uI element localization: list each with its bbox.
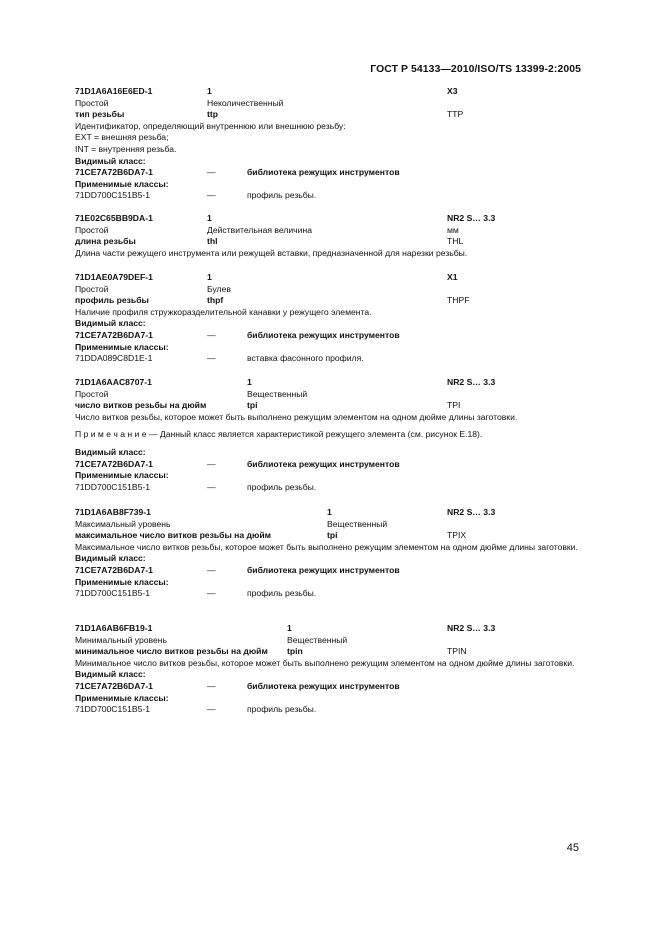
entry-name: профиль резьбы <box>75 295 149 306</box>
applicable-class-name: профиль резьбы. <box>247 704 317 715</box>
entry-name: тип резьбы <box>75 109 125 120</box>
entry-abbr: TPIX <box>447 530 467 541</box>
applicable-class-name: вставка фасонного профиля. <box>247 353 364 364</box>
visible-class-label: Видимый класс: <box>75 669 146 680</box>
entry-thread-length <box>75 213 585 259</box>
visible-class-label: Видимый класс: <box>75 318 146 329</box>
entry-note: П р и м е ч а н и е — Данный класс является характеристикой режущего элемента (см. рисунок Е.18). <box>75 429 483 440</box>
entry-description: Длина части режущего инструмента или режущей вставки, предназначенной для нарезки резьбы. <box>75 247 468 258</box>
applicable-class-dash: — <box>207 588 216 599</box>
entry-value-type: Булев <box>207 283 231 294</box>
entry-symbol: tpi <box>327 530 338 541</box>
entry-code: NR2 S… 3.3 <box>447 623 496 633</box>
applicable-classes-label: Применимые классы: <box>75 178 169 189</box>
entry-id: 71D1A6A16E6ED-1 <box>75 86 153 96</box>
visible-class-dash: — <box>207 564 216 575</box>
entry-desc-line: INT = внутренняя резьба. <box>75 143 177 154</box>
page-number: 45 <box>566 842 579 854</box>
entry-value-type: Вещественный <box>287 634 348 645</box>
applicable-class-dash: — <box>207 353 216 364</box>
entry-code: NR2 S… 3.3 <box>447 213 496 223</box>
applicable-classes-label: Применимые классы: <box>75 692 169 703</box>
entry-value-type: Действительная величина <box>207 224 312 235</box>
visible-class-dash: — <box>207 329 216 340</box>
entry-description: Число витков резьбы, которое может быть выполнено режущим элементом на одном дюйме длины заготовки. <box>75 411 518 422</box>
applicable-class-dash: — <box>207 190 216 201</box>
entry-name: максимальное число витков резьбы на дюйм <box>75 530 271 541</box>
entry-name: минимальное число витков резьбы на дюйм <box>75 646 268 657</box>
entry-abbr: TPI <box>447 400 461 411</box>
entry-code: X1 <box>447 272 458 282</box>
visible-class-label: Видимый класс: <box>75 553 146 564</box>
visible-class-dash: — <box>207 167 216 178</box>
applicable-class-dash: — <box>207 481 216 492</box>
entry-abbr: THPF <box>447 295 470 306</box>
entry-threads-per-inch <box>75 377 585 493</box>
entry-value-type: Неколичественный <box>207 97 284 108</box>
entry-num: 1 <box>247 377 252 387</box>
entry-id: 71E02C65BB9DA-1 <box>75 213 153 223</box>
entry-description: Наличие профиля стружкоразделительной канавки у режущего элемента. <box>75 306 372 317</box>
entry-name: длина резьбы <box>75 236 136 247</box>
applicable-classes-label: Применимые классы: <box>75 341 169 352</box>
entry-num: 1 <box>287 623 292 633</box>
applicable-classes-label: Применимые классы: <box>75 470 169 481</box>
entry-num: 1 <box>327 507 332 517</box>
entry-num: 1 <box>207 272 212 282</box>
visible-class-id: 71CE7A72B6DA7-1 <box>75 167 153 178</box>
entry-desc-line: EXT = внешняя резьба; <box>75 132 169 143</box>
entry-symbol: tpin <box>287 646 303 657</box>
entry-id: 71D1A6AB8F739-1 <box>75 507 151 517</box>
visible-class-name: библиотека режущих инструментов <box>247 680 400 691</box>
visible-class-dash: — <box>207 458 216 469</box>
visible-class-id: 71CE7A72B6DA7-1 <box>75 680 153 691</box>
applicable-class-id: 71DD700C151B5-1 <box>75 190 151 201</box>
applicable-class-id: 71DDA089C8D1E-1 <box>75 353 153 364</box>
entry-abbr: TPIN <box>447 646 467 657</box>
applicable-class-name: профиль резьбы. <box>247 588 317 599</box>
visible-class-label: Видимый класс: <box>75 155 146 166</box>
entry-name: число витков резьбы на дюйм <box>75 400 207 411</box>
visible-class-name: библиотека режущих инструментов <box>247 167 400 178</box>
entry-description: Минимальное число витков резьбы, которое может быть выполнено режущим элементом на одном дюйме длины заготовки. <box>75 657 575 668</box>
entry-kind: Простой <box>75 224 109 235</box>
visible-class-dash: — <box>207 680 216 691</box>
entry-kind: Простой <box>75 388 109 399</box>
entry-num: 1 <box>207 86 212 96</box>
entry-thread-profile <box>75 272 585 365</box>
applicable-class-id: 71DD700C151B5-1 <box>75 588 151 599</box>
applicable-class-id: 71DD700C151B5-1 <box>75 481 151 492</box>
entry-unit: мм <box>447 224 459 235</box>
visible-class-name: библиотека режущих инструментов <box>247 458 400 469</box>
applicable-class-name: профиль резьбы. <box>247 481 317 492</box>
visible-class-id: 71CE7A72B6DA7-1 <box>75 329 153 340</box>
entry-kind: Простой <box>75 283 109 294</box>
applicable-classes-label: Применимые классы: <box>75 576 169 587</box>
entry-value-type: Вещественный <box>247 388 308 399</box>
entry-code: X3 <box>447 86 458 96</box>
entry-description: Максимальное число витков резьбы, которое может быть выполнено режущим элементом на одном дюйме длины заготовки. <box>75 541 578 552</box>
visible-class-name: библиотека режущих инструментов <box>247 329 400 340</box>
entry-symbol: tpi <box>247 400 258 411</box>
visible-class-id: 71CE7A72B6DA7-1 <box>75 564 153 575</box>
entry-min-threads-per-inch <box>75 623 585 716</box>
entry-value-type: Вещественный <box>327 518 388 529</box>
visible-class-label: Видимый класс: <box>75 446 146 457</box>
entry-id: 71D1AE0A79DEF-1 <box>75 272 153 282</box>
entry-abbr: THL <box>447 236 464 247</box>
entry-abbr: TTP <box>447 109 464 120</box>
visible-class-id: 71CE7A72B6DA7-1 <box>75 458 153 469</box>
entry-thread-type <box>75 86 585 202</box>
entry-kind: Минимальный уровень <box>75 634 168 645</box>
entry-code: NR2 S… 3.3 <box>447 377 496 387</box>
applicable-class-id: 71DD700C151B5-1 <box>75 704 151 715</box>
entry-id: 71D1A6AB6FB19-1 <box>75 623 153 633</box>
entry-symbol: thl <box>207 236 218 247</box>
applicable-class-name: профиль резьбы. <box>247 190 317 201</box>
entry-desc-line: Идентификатор, определяющий внутреннюю или внешнюю резьбу: <box>75 120 346 131</box>
entry-num: 1 <box>207 213 212 223</box>
applicable-class-dash: — <box>207 704 216 715</box>
entry-kind: Максимальный уровень <box>75 518 171 529</box>
entry-symbol: thpf <box>207 295 224 306</box>
entry-symbol: ttp <box>207 109 218 120</box>
page-header: ГОСТ Р 54133—2010/ISO/TS 13399-2:2005 <box>370 64 581 75</box>
entry-kind: Простой <box>75 97 109 108</box>
entry-max-threads-per-inch <box>75 507 585 600</box>
entry-id: 71D1A6AAC8707-1 <box>75 377 152 387</box>
entry-code: NR2 S… 3.3 <box>447 507 496 517</box>
visible-class-name: библиотека режущих инструментов <box>247 564 400 575</box>
